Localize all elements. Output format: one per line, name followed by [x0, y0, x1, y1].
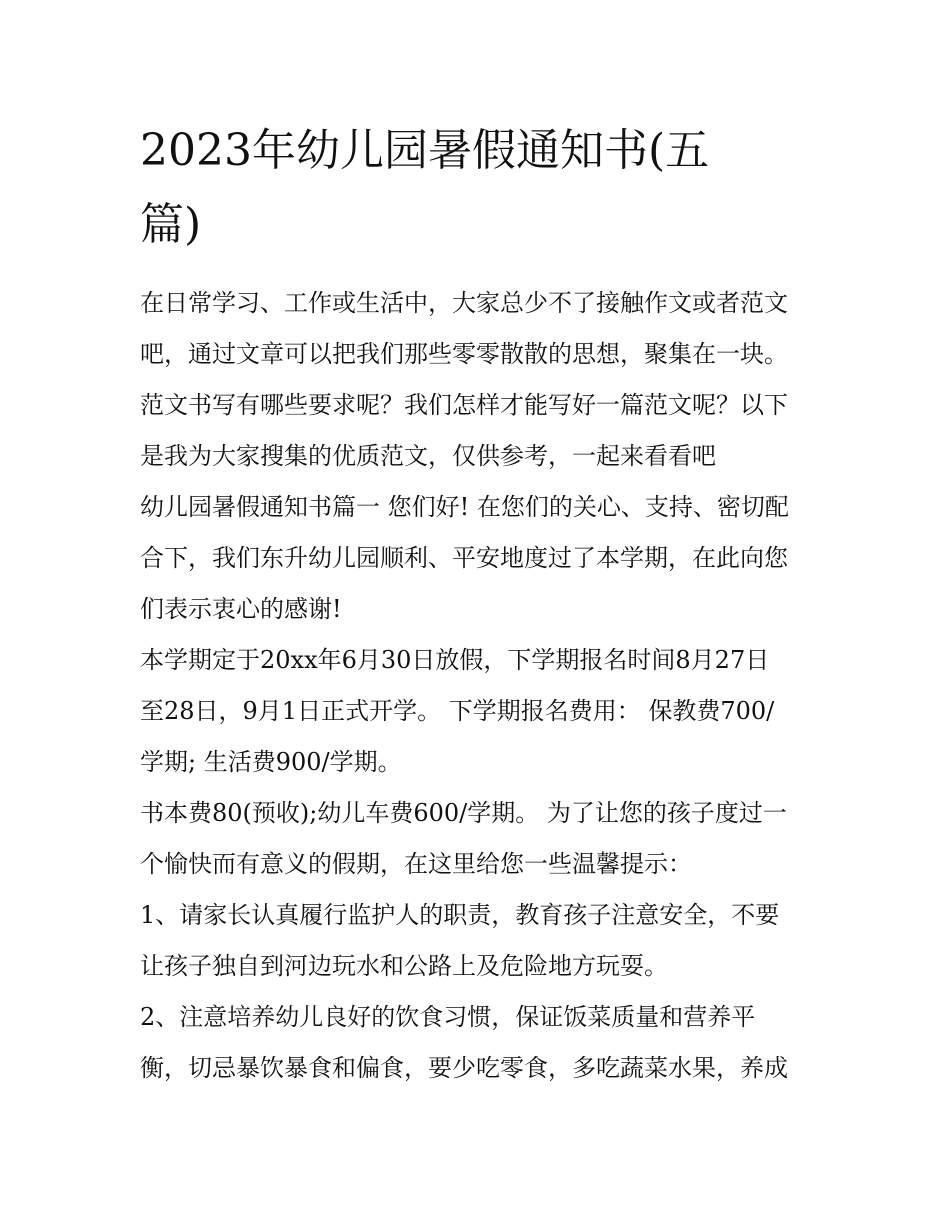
body-line: 合下，我们东升幼儿园顺利、平安地度过了本学期，在此向您	[140, 544, 788, 572]
body-line: 幼儿园暑假通知书篇一 您们好! 在您们的关心、支持、密切配	[140, 493, 789, 521]
body-line: 至28日，9月1日正式开学。 下学期报名费用： 保教费700/	[140, 697, 775, 725]
body-line: 在日常学习、工作或生活中，大家总少不了接触作文或者范文	[140, 289, 788, 317]
body-line: 本学期定于20xx年6月30日放假，下学期报名时间8月27日	[140, 646, 770, 674]
document-body	[140, 278, 820, 1094]
body-line: 个愉快而有意义的假期，在这里给您一些温馨提示：	[140, 850, 692, 878]
body-line: 学期; 生活费900/学期。	[140, 748, 402, 776]
body-line: 1、请家长认真履行监护人的职责，教育孩子注意安全，不要	[140, 901, 780, 929]
body-line: 吧，通过文章可以把我们那些零零散散的思想，聚集在一块。	[140, 340, 788, 368]
body-line: 2、注意培养幼儿良好的饮食习惯，保证饭菜质量和营养平	[140, 1003, 756, 1031]
body-line: 衡，切忌暴饮暴食和偏食，要少吃零食，多吃蔬菜水果，养成	[140, 1054, 788, 1082]
body-line: 书本费80(预收);幼儿车费600/学期。 为了让您的孩子度过一	[140, 799, 787, 827]
document-title	[140, 114, 830, 262]
body-line: 是我为大家搜集的优质范文，仅供参考，一起来看看吧	[140, 442, 716, 470]
body-line: 让孩子独自到河边玩水和公路上及危险地方玩耍。	[140, 952, 668, 980]
body-line: 们表示衷心的感谢!	[140, 595, 342, 623]
title-line: 2023年幼儿园暑假通知书(五	[140, 125, 710, 176]
title-line: 篇)	[140, 199, 202, 250]
body-line: 范文书写有哪些要求呢？我们怎样才能写好一篇范文呢？以下	[140, 391, 788, 419]
